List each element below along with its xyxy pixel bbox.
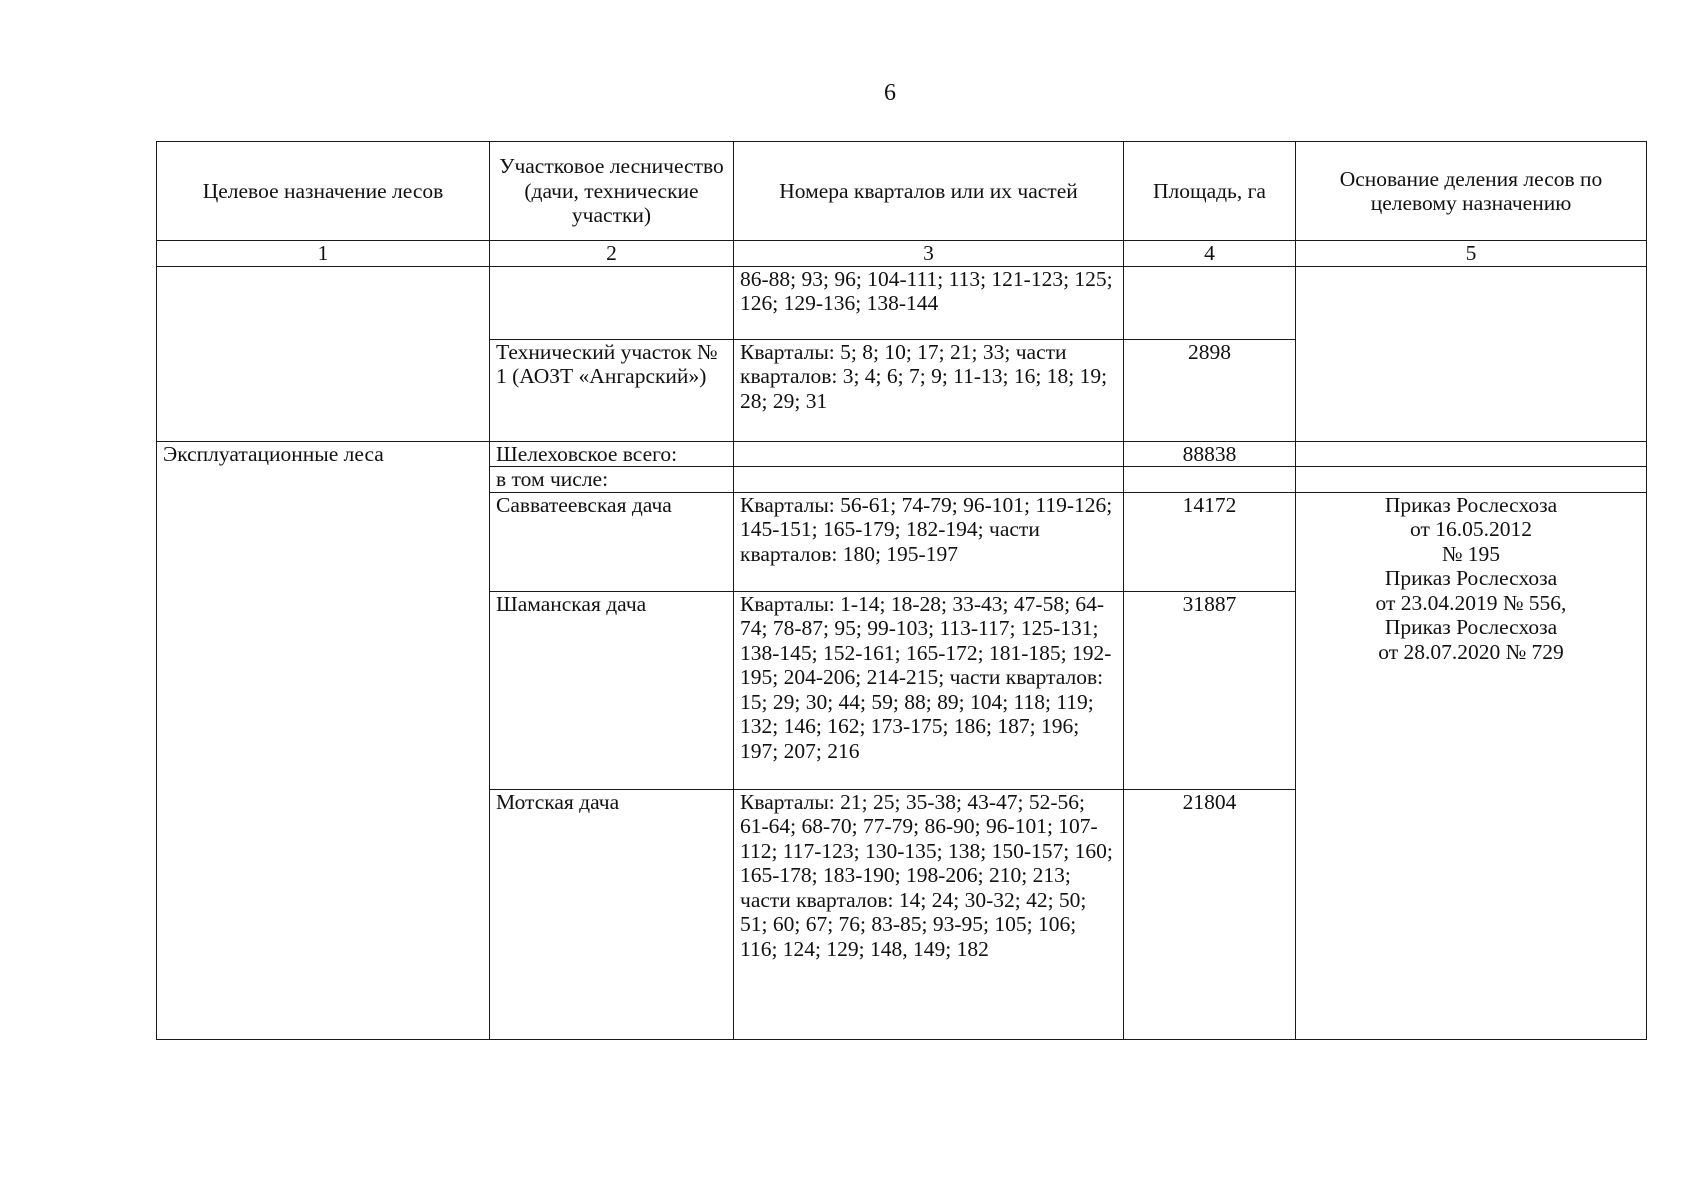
area-cell: 21804: [1124, 789, 1296, 1039]
quarters-cell: Кварталы: 56-61; 74-79; 96-101; 119-126; 145-151; 165-179; 182-194; части кварталов: 180; 195-197: [734, 492, 1124, 591]
page-number: 6: [884, 80, 896, 106]
table-header-row: [157, 142, 1647, 241]
quarters-cell-empty: [734, 441, 1124, 467]
column-number: 5: [1296, 241, 1647, 267]
area-cell: 2898: [1124, 339, 1296, 441]
quarters-cell: Кварталы: 5; 8; 10; 17; 21; 33; части кварталов: 3; 4; 6; 7; 9; 11-13; 16; 18; 19; 28; 29; 31: [734, 339, 1124, 441]
basis-cell-empty: [1296, 266, 1647, 441]
district-cell: Технический участок № 1 (АОЗТ «Ангарский»): [490, 339, 734, 441]
column-number: 4: [1124, 241, 1296, 267]
area-cell-total: 88838: [1124, 441, 1296, 467]
district-cell-total: Шелеховское всего:: [490, 441, 734, 467]
purpose-cell-empty: [157, 266, 490, 441]
basis-line: от 16.05.2012: [1410, 517, 1532, 541]
quarters-cell: Кварталы: 1-14; 18-28; 33-43; 47-58; 64-74; 78-87; 95; 99-103; 113-117; 125-131; 138-145; 152-161; 165-172; 181-185; 192-195; 204-206; 214-215; части кварталов: 15; 29; 30; 44; 59; 88; 89; 104; 118; 119; 132; 146; 162; 173-175; 186; 187; 196; 197; 207; 216: [734, 591, 1124, 789]
table-row: [157, 266, 1647, 339]
area-cell-empty: [1124, 266, 1296, 339]
header-area: Площадь, га: [1124, 142, 1296, 241]
column-number-row: [157, 241, 1647, 267]
purpose-cell: Эксплуатационные леса: [157, 441, 490, 1039]
basis-line: Приказ Рослесхоза: [1384, 566, 1558, 590]
basis-line: Приказ Рослесхоза: [1384, 615, 1558, 639]
area-cell: 31887: [1124, 591, 1296, 789]
table-row: [157, 441, 1647, 467]
basis-line: от 28.07.2020 № 729: [1378, 639, 1564, 664]
header-purpose: Целевое назначение лесов: [157, 142, 490, 241]
column-number: 1: [157, 241, 490, 267]
district-cell: в том числе:: [490, 467, 734, 493]
basis-line: от 23.04.2019 № 556,: [1375, 590, 1567, 615]
header-district: Участковое лесничество (дачи, технические участки): [490, 142, 734, 241]
quarters-cell: Кварталы: 21; 25; 35-38; 43-47; 52-56; 61-64; 68-70; 77-79; 86-90; 96-101; 107-112; 117-123; 130-135; 138; 150-157; 160; 165-178; 183-190; 198-206; 210; 213; части кварталов: 14; 24; 30-32; 42; 50; 51; 60; 67; 76; 83-85; 93-95; 105; 106; 116; 124; 129; 148, 149; 182: [734, 789, 1124, 1039]
basis-cell-empty: [1296, 441, 1647, 467]
basis-line: № 195: [1441, 541, 1501, 566]
basis-cell: [1296, 492, 1647, 1039]
district-cell: Савватеевская дача: [490, 492, 734, 591]
district-cell-empty: [490, 266, 734, 339]
column-number: 2: [490, 241, 734, 267]
area-cell-empty: [1124, 467, 1296, 493]
quarters-cell-empty: [734, 467, 1124, 493]
district-cell: Мотская дача: [490, 789, 734, 1039]
basis-line: Приказ Рослесхоза: [1384, 492, 1558, 517]
basis-cell-empty: [1296, 467, 1647, 493]
header-basis: Основание деления лесов по целевому назначению: [1296, 142, 1647, 241]
column-number: 3: [734, 241, 1124, 267]
quarters-cell: 86-88; 93; 96; 104-111; 113; 121-123; 125; 126; 129-136; 138-144: [734, 266, 1124, 339]
district-cell: Шаманская дача: [490, 591, 734, 789]
area-cell: 14172: [1124, 492, 1296, 591]
forest-purpose-table: [156, 141, 1647, 1040]
header-quarters: Номера кварталов или их частей: [734, 142, 1124, 241]
